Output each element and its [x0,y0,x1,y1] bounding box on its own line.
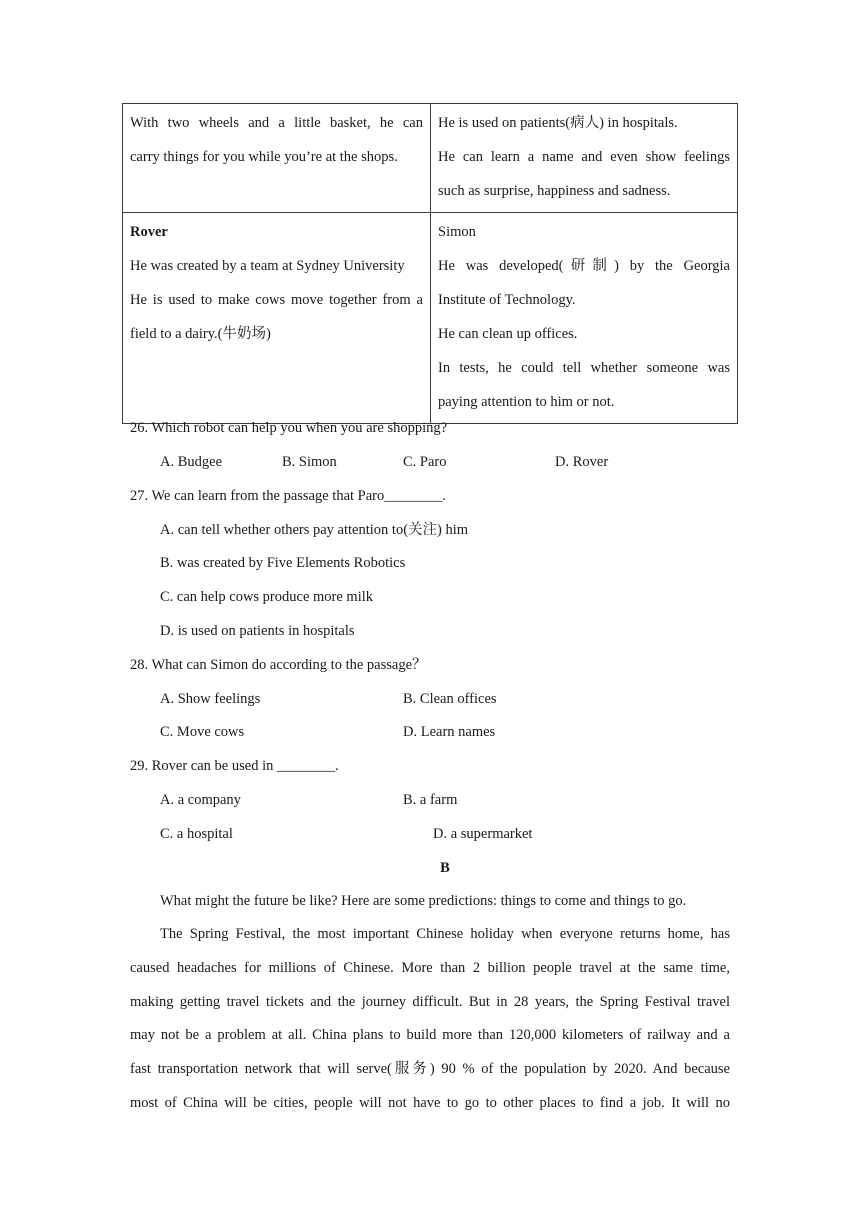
paragraph-line: fast transportation network that will serve(服务) 90 % of the population by 2020. And because [130,1061,730,1078]
option-a[interactable]: A. a company [160,792,241,808]
cell-text: field to a dairy.(牛奶场) [130,326,271,342]
option-c[interactable]: C. can help cows produce more milk [160,589,374,605]
paro-description-cell [431,104,738,213]
option-b[interactable]: B. Simon [282,454,337,470]
cell-text: He can clean up offices. [438,326,578,342]
question-26-stem: 26. Which robot can help you when you are shopping? [130,420,448,436]
question-28-stem: 28. What can Simon do according to the passage？ [130,657,427,673]
cell-text: He can learn a name and even show feelings [438,149,730,165]
table-row [123,213,738,424]
option-b[interactable]: B. Clean offices [403,691,497,707]
option-d[interactable]: D. a supermarket [433,826,533,842]
paragraph-line: may not be a problem at all. China plans to build more than 120,000 kilometers of railway and a [130,1027,730,1044]
budgee-description-cell [123,104,431,213]
option-c[interactable]: C. a hospital [160,826,233,842]
rover-description-cell [123,213,431,424]
cell-text: In tests, he could tell whether someone was [438,360,730,376]
option-a[interactable]: A. Budgee [160,454,223,470]
simon-description-cell [431,213,738,424]
option-a[interactable]: A. Show feelings [160,691,261,707]
cell-text: Institute of Technology. [438,292,576,308]
robot-name: Simon [438,224,476,240]
section-b-paragraph [130,918,730,1121]
cell-text: He is used to make cows move together from a [130,292,423,308]
paragraph-line: The Spring Festival, the most important Chinese holiday when everyone returns home, has [160,926,730,942]
robot-name: Rover [130,224,168,240]
paragraph-line: caused headaches for millions of Chinese. More than 2 billion people travel at the same time, [130,959,730,976]
cell-text: such as surprise, happiness and sadness. [438,183,671,199]
cell-text: He was created by a team at Sydney University [130,258,405,274]
option-d[interactable]: D. is used on patients in hospitals [160,623,355,639]
section-b-intro: What might the future be like? Here are some predictions: things to come and things to go. [160,893,687,909]
option-b[interactable]: B. a farm [403,792,458,808]
cell-text: paying attention to him or not. [438,394,615,410]
option-c[interactable]: C. Move cows [160,724,245,740]
option-d[interactable]: D. Rover [555,454,609,470]
option-b[interactable]: B. was created by Five Elements Robotics [160,555,406,571]
cell-text: He was developed(研制) by the Georgia [438,258,730,274]
cell-text: carry things for you while you’re at the shops. [130,149,398,165]
question-29-stem: 29. Rover can be used in ________. [130,758,339,774]
cell-text: With two wheels and a little basket, he can [130,115,423,131]
question-27-stem: 27. We can learn from the passage that Paro________. [130,488,446,504]
option-d[interactable]: D. Learn names [403,724,496,740]
paragraph-line: making getting travel tickets and the journey difficult. But in 28 years, the Spring Festival travel [130,993,730,1010]
robot-info-table [122,103,738,424]
option-a[interactable]: A. can tell whether others pay attention to(关注) him [160,522,469,538]
section-b-title: B [440,860,450,876]
table-row [123,104,738,213]
cell-text: He is used on patients(病人) in hospitals. [438,115,678,131]
option-c[interactable]: C. Paro [403,454,447,470]
paragraph-line: most of China will be cities, people will not have to go to other places to find a job. It will no [130,1094,730,1111]
